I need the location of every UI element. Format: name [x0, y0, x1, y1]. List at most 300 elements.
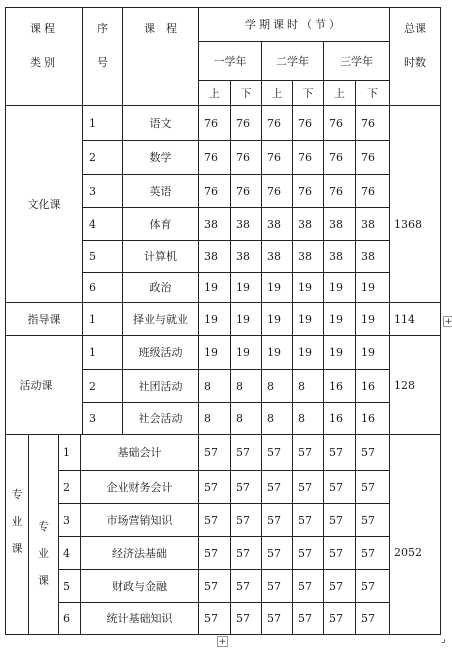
header-total-line2: 时数 — [404, 55, 426, 69]
row-course-name-text: 政治 — [149, 281, 172, 294]
row-hours-cell-text: 57 — [267, 612, 281, 625]
row-course-name-text: 企业财务会计 — [106, 480, 173, 494]
row-hours-cell-text: 57 — [204, 579, 218, 593]
row-hours-cell-text: 38 — [267, 250, 281, 263]
row-hours-cell-text: 19 — [236, 281, 250, 294]
row-seq-text: 3 — [63, 513, 70, 527]
row-hours-cell-text: 19 — [298, 281, 312, 294]
row-hours-cell-text: 57 — [298, 446, 312, 459]
half-label: 下 — [240, 86, 252, 100]
group-label-professional — [6, 471, 28, 571]
header-seq-line2: 号 — [97, 55, 108, 69]
row-course-name-text: 基础会计 — [117, 446, 162, 459]
row-hours-cell-text: 76 — [204, 151, 218, 164]
row-seq — [63, 603, 80, 634]
total-value: 1368 — [394, 217, 422, 231]
row-hours-cell — [298, 471, 323, 503]
row-hours-cell — [204, 403, 230, 434]
row-hours-cell-text: 57 — [204, 513, 218, 527]
row-hours-cell — [267, 570, 292, 602]
row-hours-cell-text: 76 — [361, 151, 375, 164]
row-hours-cell — [361, 336, 389, 369]
row-course-name-text: 体育 — [149, 217, 172, 231]
row-course-name-text: 财政与金融 — [112, 579, 167, 593]
row-hours-cell — [298, 435, 323, 470]
professional-subchar: 专 — [38, 519, 49, 533]
row-course-name-text: 择业与就业 — [133, 312, 188, 326]
row-hours-cell-text: 76 — [267, 151, 281, 164]
row-seq-text: 2 — [63, 480, 70, 494]
row-hours-cell-text: 57 — [329, 446, 343, 459]
row-hours-cell-text: 8 — [236, 412, 243, 425]
row-hours-cell — [236, 273, 261, 302]
row-course-name — [81, 570, 198, 602]
row-hours-cell-text: 57 — [298, 546, 312, 560]
row-hours-cell — [236, 435, 261, 470]
row-hours-cell — [236, 471, 261, 503]
row-hours-cell — [298, 603, 323, 634]
row-hours-cell — [329, 504, 355, 536]
semester-title: 学期课时（节） — [245, 18, 343, 31]
row-seq-text: 6 — [63, 612, 70, 625]
row-hours-cell-text: 8 — [204, 379, 211, 393]
row-hours-cell-text: 57 — [361, 546, 375, 560]
row-hours-cell-text: 57 — [329, 480, 343, 494]
row-hours-cell — [267, 273, 292, 302]
row-course-name-text: 经济法基础 — [112, 546, 167, 560]
row-hours-cell — [329, 175, 355, 207]
row-hours-cell — [329, 537, 355, 569]
row-hours-cell — [236, 241, 261, 272]
header-seq-2 — [83, 48, 122, 76]
row-hours-cell — [267, 403, 292, 434]
row-hours-cell-text: 76 — [236, 184, 250, 198]
row-seq — [89, 106, 122, 140]
row-hours-cell-text: 8 — [236, 379, 243, 393]
add-column-button[interactable] — [217, 636, 228, 647]
row-course-name — [81, 471, 198, 503]
group-label-activity — [6, 336, 66, 434]
row-hours-cell-text: 76 — [236, 151, 250, 164]
row-hours-cell — [329, 106, 355, 140]
row-hours-cell-text: 76 — [298, 116, 312, 130]
row-hours-cell — [298, 106, 323, 140]
row-hours-cell — [204, 537, 230, 569]
row-hours-cell-text: 16 — [361, 379, 375, 393]
row-course-name — [81, 537, 198, 569]
row-hours-cell-text: 76 — [361, 184, 375, 198]
row-hours-cell-text: 57 — [267, 513, 281, 527]
row-hours-cell-text: 19 — [204, 281, 218, 294]
row-seq — [89, 303, 122, 335]
row-hours-cell-text: 38 — [361, 217, 375, 231]
header-seq — [83, 14, 122, 42]
header-semester-title — [199, 8, 389, 41]
row-hours-cell — [267, 370, 292, 402]
row-hours-cell — [329, 241, 355, 272]
row-hours-cell-text: 76 — [329, 184, 343, 198]
group-label-culture — [6, 106, 82, 302]
row-hours-cell — [204, 435, 230, 470]
row-hours-cell-text: 57 — [236, 612, 250, 625]
row-hours-cell-text: 19 — [236, 346, 250, 359]
row-course-name-text: 统计基础知识 — [106, 612, 173, 625]
add-row-button[interactable] — [443, 316, 452, 327]
row-seq — [89, 141, 122, 174]
professional-char: 专 — [11, 487, 23, 501]
row-hours-cell-text: 19 — [267, 312, 281, 326]
row-course-name — [123, 175, 198, 207]
header-category-line2: 类别 — [30, 55, 58, 69]
header-half — [293, 81, 323, 105]
row-hours-cell — [236, 106, 261, 140]
row-course-name — [123, 336, 198, 369]
row-course-name-text: 班级活动 — [138, 346, 183, 359]
row-hours-cell — [236, 537, 261, 569]
row-hours-cell-text: 76 — [361, 116, 375, 130]
row-hours-cell — [204, 106, 230, 140]
row-hours-cell-text: 57 — [329, 513, 343, 527]
header-total-2 — [390, 48, 440, 76]
row-hours-cell — [298, 175, 323, 207]
row-hours-cell-text: 19 — [204, 346, 218, 359]
half-label: 下 — [367, 86, 378, 100]
row-hours-cell — [329, 435, 355, 470]
row-hours-cell — [361, 141, 389, 174]
row-hours-cell — [298, 303, 323, 335]
year-label: 三学年 — [340, 54, 373, 68]
row-hours-cell-text: 76 — [204, 116, 218, 130]
row-course-name-text: 市场营销知识 — [106, 513, 173, 527]
row-hours-cell-text: 57 — [267, 480, 281, 494]
row-course-name — [123, 273, 198, 302]
row-hours-cell — [361, 537, 389, 569]
row-course-name — [81, 603, 198, 634]
row-seq — [89, 241, 122, 272]
guidance-label: 指导课 — [27, 312, 61, 326]
row-hours-cell — [236, 603, 261, 634]
row-hours-cell — [236, 403, 261, 434]
professional-subchar: 课 — [38, 573, 49, 587]
row-hours-cell-text: 57 — [298, 480, 312, 494]
row-hours-cell-text: 57 — [236, 513, 250, 527]
total-guidance — [394, 303, 440, 335]
row-seq — [63, 504, 80, 536]
row-hours-cell — [204, 303, 230, 335]
row-hours-cell-text: 57 — [329, 546, 343, 560]
row-course-name-text: 社会活动 — [138, 412, 183, 425]
row-seq-text: 4 — [89, 217, 96, 231]
total-activity — [394, 336, 440, 434]
row-hours-cell — [361, 106, 389, 140]
row-hours-cell-text: 57 — [361, 446, 375, 459]
row-seq-text: 1 — [89, 116, 96, 130]
row-hours-cell-text: 19 — [267, 281, 281, 294]
row-seq-text: 2 — [89, 151, 96, 164]
row-hours-cell-text: 19 — [361, 281, 375, 294]
row-hours-cell-text: 38 — [329, 250, 343, 263]
row-hours-cell — [267, 471, 292, 503]
row-hours-cell-text: 38 — [236, 250, 250, 263]
row-hours-cell — [361, 403, 389, 434]
row-hours-cell-text: 57 — [329, 579, 343, 593]
row-hours-cell — [329, 303, 355, 335]
row-hours-cell-text: 57 — [298, 612, 312, 625]
row-hours-cell — [298, 241, 323, 272]
row-seq-text: 3 — [89, 412, 96, 425]
row-seq-text: 5 — [63, 579, 70, 593]
row-seq — [63, 471, 80, 503]
row-hours-cell-text: 57 — [267, 579, 281, 593]
row-hours-cell — [267, 175, 292, 207]
row-hours-cell-text: 19 — [298, 346, 312, 359]
row-hours-cell-text: 16 — [329, 379, 343, 393]
row-hours-cell-text: 76 — [204, 184, 218, 198]
row-course-name — [123, 303, 198, 335]
row-hours-cell — [361, 603, 389, 634]
row-course-name — [123, 106, 198, 140]
row-hours-cell — [361, 241, 389, 272]
row-seq — [89, 273, 122, 302]
row-hours-cell-text: 57 — [329, 612, 343, 625]
row-hours-cell-text: 57 — [204, 546, 218, 560]
row-hours-cell — [204, 504, 230, 536]
activity-label: 活动课 — [19, 378, 53, 392]
row-seq-text: 4 — [63, 546, 70, 560]
row-seq-text: 2 — [89, 379, 96, 393]
row-hours-cell-text: 76 — [236, 116, 250, 130]
row-hours-cell — [329, 370, 355, 402]
row-seq — [89, 208, 122, 240]
table-resize-handle[interactable] — [441, 635, 446, 645]
row-hours-cell — [361, 175, 389, 207]
row-seq-text: 6 — [89, 281, 96, 294]
row-hours-cell-text: 19 — [204, 312, 218, 326]
row-hours-cell — [267, 504, 292, 536]
row-hours-cell-text: 8 — [267, 412, 274, 425]
row-hours-cell — [204, 208, 230, 240]
row-course-name-text: 社团活动 — [138, 379, 183, 393]
row-hours-cell-text: 57 — [204, 612, 218, 625]
row-hours-cell — [267, 435, 292, 470]
row-hours-cell — [361, 208, 389, 240]
row-hours-cell-text: 38 — [361, 250, 375, 263]
row-hours-cell-text: 57 — [236, 480, 250, 494]
row-hours-cell — [298, 537, 323, 569]
half-label: 上 — [271, 86, 283, 100]
row-hours-cell — [267, 106, 292, 140]
row-hours-cell — [361, 504, 389, 536]
total-value: 2052 — [394, 545, 422, 559]
row-hours-cell — [361, 471, 389, 503]
plus-icon: + — [444, 316, 452, 327]
row-seq — [89, 175, 122, 207]
row-hours-cell-text: 57 — [361, 579, 375, 593]
row-seq — [89, 403, 122, 434]
row-hours-cell — [298, 504, 323, 536]
row-hours-cell — [204, 273, 230, 302]
row-hours-cell-text: 57 — [236, 579, 250, 593]
row-hours-cell-text: 76 — [329, 116, 343, 130]
total-value: 128 — [394, 378, 415, 392]
row-course-name — [123, 208, 198, 240]
row-course-name — [123, 370, 198, 402]
row-hours-cell — [298, 370, 323, 402]
row-hours-cell — [267, 241, 292, 272]
row-hours-cell — [236, 504, 261, 536]
row-course-name — [123, 241, 198, 272]
row-hours-cell-text: 76 — [267, 116, 281, 130]
row-seq-text: 1 — [89, 346, 96, 359]
row-hours-cell — [361, 370, 389, 402]
row-hours-cell — [204, 141, 230, 174]
row-hours-cell-text: 38 — [236, 217, 250, 231]
row-hours-cell-text: 8 — [298, 379, 305, 393]
row-hours-cell-text: 57 — [361, 513, 375, 527]
row-hours-cell-text: 19 — [298, 312, 312, 326]
row-hours-cell — [236, 208, 261, 240]
row-hours-cell-text: 57 — [361, 612, 375, 625]
row-hours-cell-text: 19 — [329, 312, 343, 326]
row-course-name — [123, 141, 198, 174]
row-hours-cell-text: 57 — [236, 546, 250, 560]
row-hours-cell-text: 38 — [267, 217, 281, 231]
resize-corner-icon: ⌟ — [441, 634, 446, 645]
professional-char: 课 — [11, 541, 23, 555]
row-seq — [63, 435, 80, 470]
header-course — [123, 14, 198, 42]
row-hours-cell — [361, 273, 389, 302]
row-hours-cell — [361, 303, 389, 335]
row-hours-cell-text: 19 — [361, 346, 375, 359]
row-hours-cell — [298, 403, 323, 434]
row-seq-text: 3 — [89, 184, 96, 198]
total-value: 114 — [394, 312, 415, 326]
row-hours-cell — [298, 336, 323, 369]
header-course-label: 课 程 — [144, 21, 177, 35]
row-hours-cell — [204, 603, 230, 634]
plus-icon: + — [218, 636, 227, 647]
row-hours-cell-text: 57 — [267, 546, 281, 560]
half-label: 下 — [302, 86, 314, 100]
culture-label: 文化课 — [27, 197, 61, 211]
row-hours-cell — [267, 537, 292, 569]
header-total-line1: 总课 — [404, 21, 426, 35]
header-year-1 — [199, 42, 261, 80]
row-hours-cell — [204, 175, 230, 207]
row-hours-cell-text: 19 — [329, 346, 343, 359]
row-hours-cell-text: 57 — [298, 579, 312, 593]
header-category-2 — [6, 48, 82, 76]
row-hours-cell — [298, 273, 323, 302]
row-hours-cell — [329, 403, 355, 434]
row-hours-cell — [329, 208, 355, 240]
row-hours-cell — [204, 570, 230, 602]
year-label: 一学年 — [213, 54, 247, 68]
row-hours-cell — [329, 471, 355, 503]
row-hours-cell-text: 19 — [329, 281, 343, 294]
group-label-guidance — [6, 303, 82, 335]
row-hours-cell-text: 38 — [298, 217, 312, 231]
row-seq — [63, 570, 80, 602]
row-hours-cell — [267, 603, 292, 634]
row-course-name — [81, 504, 198, 536]
row-course-name-text: 语文 — [149, 116, 172, 130]
row-hours-cell-text: 38 — [298, 250, 312, 263]
row-hours-cell — [236, 370, 261, 402]
header-half — [199, 81, 230, 105]
row-hours-cell-text: 19 — [361, 312, 375, 326]
header-half — [324, 81, 355, 105]
row-seq-text: 1 — [89, 312, 96, 326]
row-hours-cell-text: 19 — [236, 312, 250, 326]
row-seq-text: 5 — [89, 250, 96, 263]
row-hours-cell — [329, 141, 355, 174]
row-hours-cell — [329, 570, 355, 602]
row-hours-cell — [236, 175, 261, 207]
row-hours-cell-text: 76 — [298, 151, 312, 164]
row-hours-cell — [267, 141, 292, 174]
header-category-line1: 课程 — [30, 21, 58, 35]
header-half — [356, 81, 389, 105]
row-hours-cell-text: 38 — [204, 217, 218, 231]
half-label: 上 — [334, 86, 345, 100]
row-hours-cell-text: 57 — [267, 446, 281, 459]
row-hours-cell — [267, 208, 292, 240]
row-hours-cell — [267, 303, 292, 335]
row-hours-cell — [329, 273, 355, 302]
row-hours-cell — [236, 570, 261, 602]
row-seq-text: 1 — [63, 446, 70, 459]
header-total — [390, 14, 440, 42]
row-hours-cell — [236, 303, 261, 335]
row-hours-cell — [204, 336, 230, 369]
row-hours-cell-text: 8 — [298, 412, 305, 425]
row-course-name — [123, 403, 198, 434]
header-half — [231, 81, 261, 105]
row-hours-cell-text: 76 — [329, 151, 343, 164]
row-course-name-text: 计算机 — [144, 250, 177, 263]
row-hours-cell-text: 38 — [204, 250, 218, 263]
header-half — [262, 81, 292, 105]
row-course-name-text: 数学 — [149, 151, 172, 164]
header-category — [6, 14, 82, 42]
row-hours-cell-text: 76 — [267, 184, 281, 198]
row-hours-cell-text: 57 — [361, 480, 375, 494]
row-seq — [63, 537, 80, 569]
professional-subchar: 业 — [38, 546, 49, 560]
row-hours-cell — [204, 370, 230, 402]
row-seq — [89, 370, 122, 402]
row-hours-cell-text: 16 — [329, 412, 343, 425]
row-hours-cell-text: 8 — [204, 412, 211, 425]
row-hours-cell — [236, 336, 261, 369]
row-hours-cell-text: 76 — [298, 184, 312, 198]
header-year-2 — [262, 42, 323, 80]
professional-char: 业 — [11, 514, 23, 528]
group-sublabel-professional — [29, 503, 58, 603]
row-hours-cell — [298, 208, 323, 240]
row-hours-cell-text: 57 — [204, 446, 218, 459]
row-hours-cell — [298, 141, 323, 174]
row-course-name-text: 英语 — [149, 184, 172, 198]
row-hours-cell-text: 16 — [361, 412, 375, 425]
year-label: 二学年 — [276, 54, 309, 68]
row-hours-cell-text: 38 — [329, 217, 343, 231]
row-hours-cell — [298, 570, 323, 602]
header-year-3 — [324, 42, 389, 80]
row-hours-cell-text: 57 — [204, 480, 218, 494]
